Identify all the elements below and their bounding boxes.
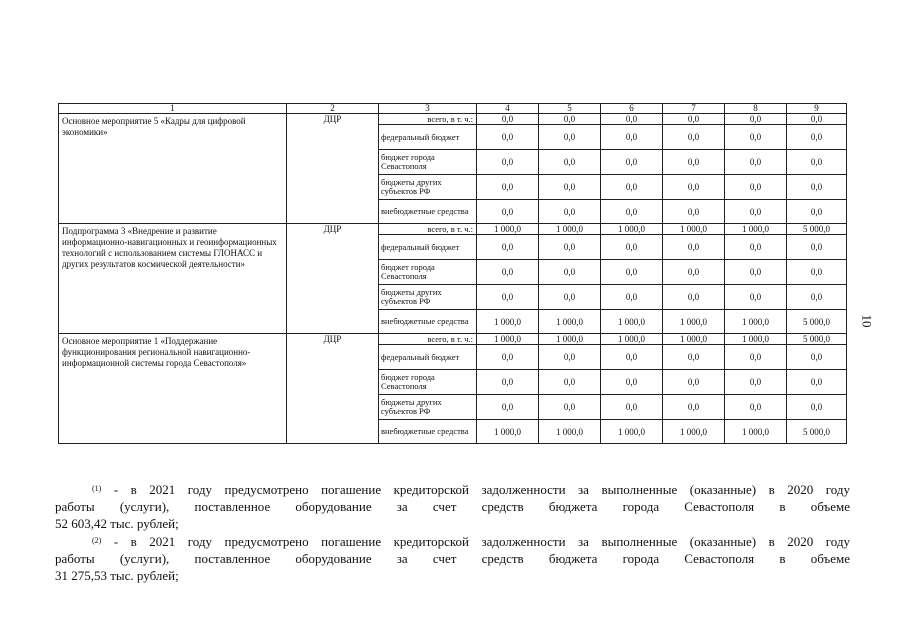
footnote-mark: (2) xyxy=(92,536,102,545)
amount-cell: 1 000,0 xyxy=(539,420,601,444)
column-number: 7 xyxy=(663,104,725,114)
executor: ДЦР xyxy=(287,114,379,224)
amount-cell: 1 000,0 xyxy=(663,420,725,444)
executor: ДЦР xyxy=(287,334,379,444)
amount-cell: 0,0 xyxy=(539,345,601,370)
amount-cell: 0,0 xyxy=(539,285,601,310)
amount-cell: 0,0 xyxy=(787,260,847,285)
footnote-1 xyxy=(55,481,850,532)
amount-cell: 1 000,0 xyxy=(725,224,787,235)
amount-cell: 5 000,0 xyxy=(787,420,847,444)
amount-cell: 1 000,0 xyxy=(477,224,539,235)
amount-cell: 0,0 xyxy=(663,370,725,395)
budget-table xyxy=(58,103,847,444)
funding-source: внебюджетные средства xyxy=(379,310,477,334)
amount-cell: 1 000,0 xyxy=(663,310,725,334)
column-number: 1 xyxy=(59,104,287,114)
amount-cell: 0,0 xyxy=(787,370,847,395)
amount-cell: 0,0 xyxy=(477,150,539,175)
amount-cell: 0,0 xyxy=(725,125,787,150)
footnote-text: - в 2021 году предусмотрено погашение кредиторской задолженности за выполненные (оказанные) в 2020 году xyxy=(101,534,850,549)
footnote-text: работы (услуги), поставленное оборудование за счет средств бюджета города Севастополя в объеме xyxy=(55,551,850,566)
amount-cell: 0,0 xyxy=(601,260,663,285)
amount-cell: 0,0 xyxy=(663,285,725,310)
amount-cell: 0,0 xyxy=(787,150,847,175)
column-number: 4 xyxy=(477,104,539,114)
amount-cell: 0,0 xyxy=(663,114,725,125)
amount-cell: 0,0 xyxy=(663,150,725,175)
amount-cell: 0,0 xyxy=(539,125,601,150)
amount-cell: 0,0 xyxy=(725,175,787,200)
amount-cell: 0,0 xyxy=(601,345,663,370)
amount-cell: 0,0 xyxy=(601,125,663,150)
table-body xyxy=(59,104,847,444)
amount-cell: 0,0 xyxy=(477,285,539,310)
executor: ДЦР xyxy=(287,224,379,334)
amount-cell: 0,0 xyxy=(725,370,787,395)
amount-cell: 1 000,0 xyxy=(601,310,663,334)
funding-source: внебюджетные средства xyxy=(379,420,477,444)
funding-source: всего, в т. ч.: xyxy=(379,114,477,125)
footnote-2 xyxy=(55,533,850,584)
amount-cell: 0,0 xyxy=(725,200,787,224)
amount-cell: 0,0 xyxy=(725,345,787,370)
funding-source: бюджет города Севастополя xyxy=(379,260,477,285)
amount-cell: 0,0 xyxy=(477,235,539,260)
funding-source: всего, в т. ч.: xyxy=(379,224,477,235)
amount-cell: 1 000,0 xyxy=(663,334,725,345)
amount-cell: 0,0 xyxy=(725,150,787,175)
amount-cell: 0,0 xyxy=(663,345,725,370)
amount-cell: 0,0 xyxy=(477,125,539,150)
amount-cell: 1 000,0 xyxy=(725,310,787,334)
amount-cell: 0,0 xyxy=(725,285,787,310)
amount-cell: 0,0 xyxy=(725,235,787,260)
amount-cell: 1 000,0 xyxy=(477,310,539,334)
amount-cell: 0,0 xyxy=(477,200,539,224)
amount-cell: 0,0 xyxy=(539,200,601,224)
column-number: 3 xyxy=(379,104,477,114)
amount-cell: 5 000,0 xyxy=(787,310,847,334)
amount-cell: 0,0 xyxy=(787,200,847,224)
funding-source: бюджет города Севастополя xyxy=(379,370,477,395)
amount-cell: 0,0 xyxy=(601,370,663,395)
amount-cell: 0,0 xyxy=(663,235,725,260)
amount-cell: 0,0 xyxy=(663,200,725,224)
amount-cell: 0,0 xyxy=(787,114,847,125)
column-number: 8 xyxy=(725,104,787,114)
funding-source: бюджет города Севастополя xyxy=(379,150,477,175)
amount-cell: 0,0 xyxy=(601,200,663,224)
amount-cell: 0,0 xyxy=(787,235,847,260)
amount-cell: 0,0 xyxy=(477,260,539,285)
amount-cell: 0,0 xyxy=(539,114,601,125)
amount-cell: 0,0 xyxy=(601,235,663,260)
amount-cell: 0,0 xyxy=(601,150,663,175)
funding-source: внебюджетные средства xyxy=(379,200,477,224)
amount-cell: 0,0 xyxy=(477,370,539,395)
amount-cell: 5 000,0 xyxy=(787,334,847,345)
amount-cell: 0,0 xyxy=(787,395,847,420)
amount-cell: 1 000,0 xyxy=(725,420,787,444)
footnote-text: 31 275,53 тыс. рублей; xyxy=(55,568,179,583)
amount-cell: 0,0 xyxy=(725,260,787,285)
amount-cell: 1 000,0 xyxy=(601,420,663,444)
amount-cell: 0,0 xyxy=(601,285,663,310)
amount-cell: 1 000,0 xyxy=(725,334,787,345)
amount-cell: 0,0 xyxy=(539,370,601,395)
amount-cell: 1 000,0 xyxy=(539,224,601,235)
amount-cell: 0,0 xyxy=(663,175,725,200)
funding-source: бюджеты других субъектов РФ xyxy=(379,175,477,200)
activity-name: Основное мероприятие 1 «Поддержание функционирования региональной навигационно-информационной системы города Севастополя» xyxy=(59,334,287,444)
amount-cell: 0,0 xyxy=(539,260,601,285)
amount-cell: 0,0 xyxy=(539,395,601,420)
amount-cell: 0,0 xyxy=(725,114,787,125)
footnote-text: 52 603,42 тыс. рублей; xyxy=(55,516,179,531)
column-number: 6 xyxy=(601,104,663,114)
amount-cell: 0,0 xyxy=(725,395,787,420)
column-number: 9 xyxy=(787,104,847,114)
amount-cell: 1 000,0 xyxy=(539,334,601,345)
amount-cell: 0,0 xyxy=(539,175,601,200)
amount-cell: 1 000,0 xyxy=(601,224,663,235)
funding-source: всего, в т. ч.: xyxy=(379,334,477,345)
amount-cell: 0,0 xyxy=(787,125,847,150)
activity-name: Основное мероприятие 5 «Кадры для цифровой экономики» xyxy=(59,114,287,224)
funding-source: федеральный бюджет xyxy=(379,345,477,370)
column-number: 5 xyxy=(539,104,601,114)
amount-cell: 0,0 xyxy=(539,235,601,260)
amount-cell: 0,0 xyxy=(663,395,725,420)
amount-cell: 0,0 xyxy=(601,114,663,125)
table-row-total xyxy=(59,224,847,235)
page-number: 10 xyxy=(859,314,875,328)
amount-cell: 5 000,0 xyxy=(787,224,847,235)
amount-cell: 0,0 xyxy=(601,175,663,200)
amount-cell: 0,0 xyxy=(539,150,601,175)
footnote-text: - в 2021 году предусмотрено погашение кредиторской задолженности за выполненные (оказанные) в 2020 году xyxy=(101,482,850,497)
amount-cell: 0,0 xyxy=(787,345,847,370)
column-number-row xyxy=(59,104,847,114)
amount-cell: 0,0 xyxy=(601,395,663,420)
amount-cell: 1 000,0 xyxy=(601,334,663,345)
amount-cell: 1 000,0 xyxy=(663,224,725,235)
activity-name: Подпрограмма 3 «Внедрение и развитие информационно-навигационных и геоинформационных технологий с использованием системы ГЛОНАСС и других результатов космической деятельности» xyxy=(59,224,287,334)
amount-cell: 1 000,0 xyxy=(477,420,539,444)
amount-cell: 1 000,0 xyxy=(539,310,601,334)
funding-source: федеральный бюджет xyxy=(379,125,477,150)
amount-cell: 0,0 xyxy=(663,125,725,150)
funding-source: бюджеты других субъектов РФ xyxy=(379,285,477,310)
amount-cell: 0,0 xyxy=(787,175,847,200)
funding-source: федеральный бюджет xyxy=(379,235,477,260)
footnote-text: работы (услуги), поставленное оборудование за счет средств бюджета города Севастополя в объеме xyxy=(55,499,850,514)
footnote-mark: (1) xyxy=(92,484,102,493)
amount-cell: 0,0 xyxy=(477,175,539,200)
amount-cell: 0,0 xyxy=(663,260,725,285)
amount-cell: 0,0 xyxy=(477,114,539,125)
table-row-total xyxy=(59,114,847,125)
amount-cell: 0,0 xyxy=(477,395,539,420)
amount-cell: 0,0 xyxy=(787,285,847,310)
amount-cell: 1 000,0 xyxy=(477,334,539,345)
funding-source: бюджеты других субъектов РФ xyxy=(379,395,477,420)
amount-cell: 0,0 xyxy=(477,345,539,370)
table-row-total xyxy=(59,334,847,345)
column-number: 2 xyxy=(287,104,379,114)
